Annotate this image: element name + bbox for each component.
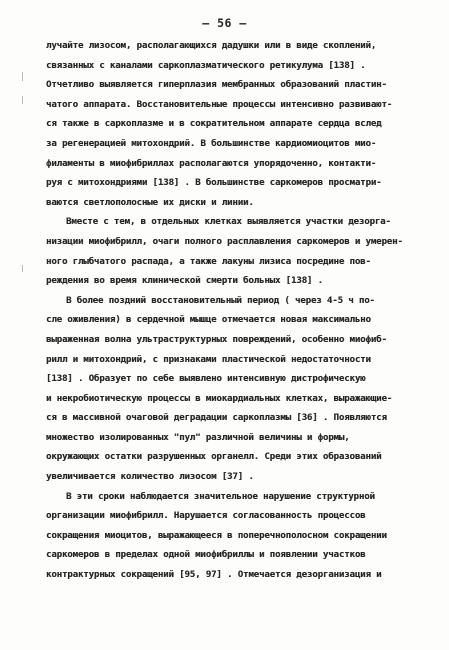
margin-mark [22,265,23,272]
margin-mark [22,72,23,81]
text-line: [138] . Образует по себе выявлено интенсивную дистрофическую [46,374,366,385]
text-line: контрактурных сокращений [95, 97] . Отмечается дезорганизация и [46,570,382,581]
text-line: ваются светлополосные их диски и линии. [46,197,254,208]
text-line: В более поздний восстановительный период ( через 4-5 ч по- [66,295,375,306]
text-line: окружающих остатки разрушенных органелл. Среди этих образований [46,452,382,463]
text-line: реждения во время клинической смерти больных [138] . [46,276,323,287]
text-line: за регенерацией митохондрий. В большинстве кардиомиоцитов мио- [46,138,377,149]
margin-mark [22,96,23,104]
text-line: ся в массивной очаговой деградации саркоплазмы [36] . Появляются [46,413,387,424]
text-line: выраженная волна ультраструктурных повреждений, особенно миофиб- [46,334,387,345]
page-number: – 56 – [202,16,247,30]
text-line: рилл и митохондрий, с признаками пластической недостаточности [46,354,371,365]
text-line: Вместе с тем, в отдельных клетках выявляется участки дезорга- [66,217,391,228]
text-line: В эти сроки наблюдается значительное нарушение структурной [66,491,375,502]
text-line: увеличивается количество лизосом [37] . [46,472,254,483]
text-line: ся также в саркоплазме и в сократительном аппарате сердца вслед [46,119,382,130]
text-line: Отчетливо выявляется гиперплазия мембранных образований пластин- [46,80,387,91]
text-line: лучайте лизосом, располагающихся дадушки или в виде скоплений, [46,41,377,51]
body-text [46,37,406,586]
text-line: низации миофибрилл, очаги полного расплавления саркомеров и умерен- [46,236,403,247]
text-line: связанных с каналами саркоплазматического ретикулума [138] . [46,60,366,71]
text-line: чатого аппарата. Восстановительные процессы интенсивно развивают- [46,99,393,110]
text-line: сле оживления) в сердечной мышце отмечается новая максимально [46,315,371,326]
text-line: множество изолированных "пул" различной величины и формы, [46,432,350,443]
text-line: филаменты в миофибриллах располагаются упорядоченно, контакти- [46,158,377,169]
text-line: организации миофибрилл. Нарушается согласованность процессов [46,511,366,522]
text-line: сокращения миоцитов, выражающееся в поперечнополосном сокращении [46,530,387,541]
text-line: руя с митохондриями [138] . В большинстве саркомеров просматри- [46,178,382,189]
text-line: саркомеров в пределах одной миофибриллы и появлении участков [46,550,366,561]
text-line: и некробиотическую процессы в миокардиальных клетках, выражающие- [46,393,393,404]
text-line: ного глыбчатого распада, а также лакуны лизиса посредине пов- [46,256,371,267]
